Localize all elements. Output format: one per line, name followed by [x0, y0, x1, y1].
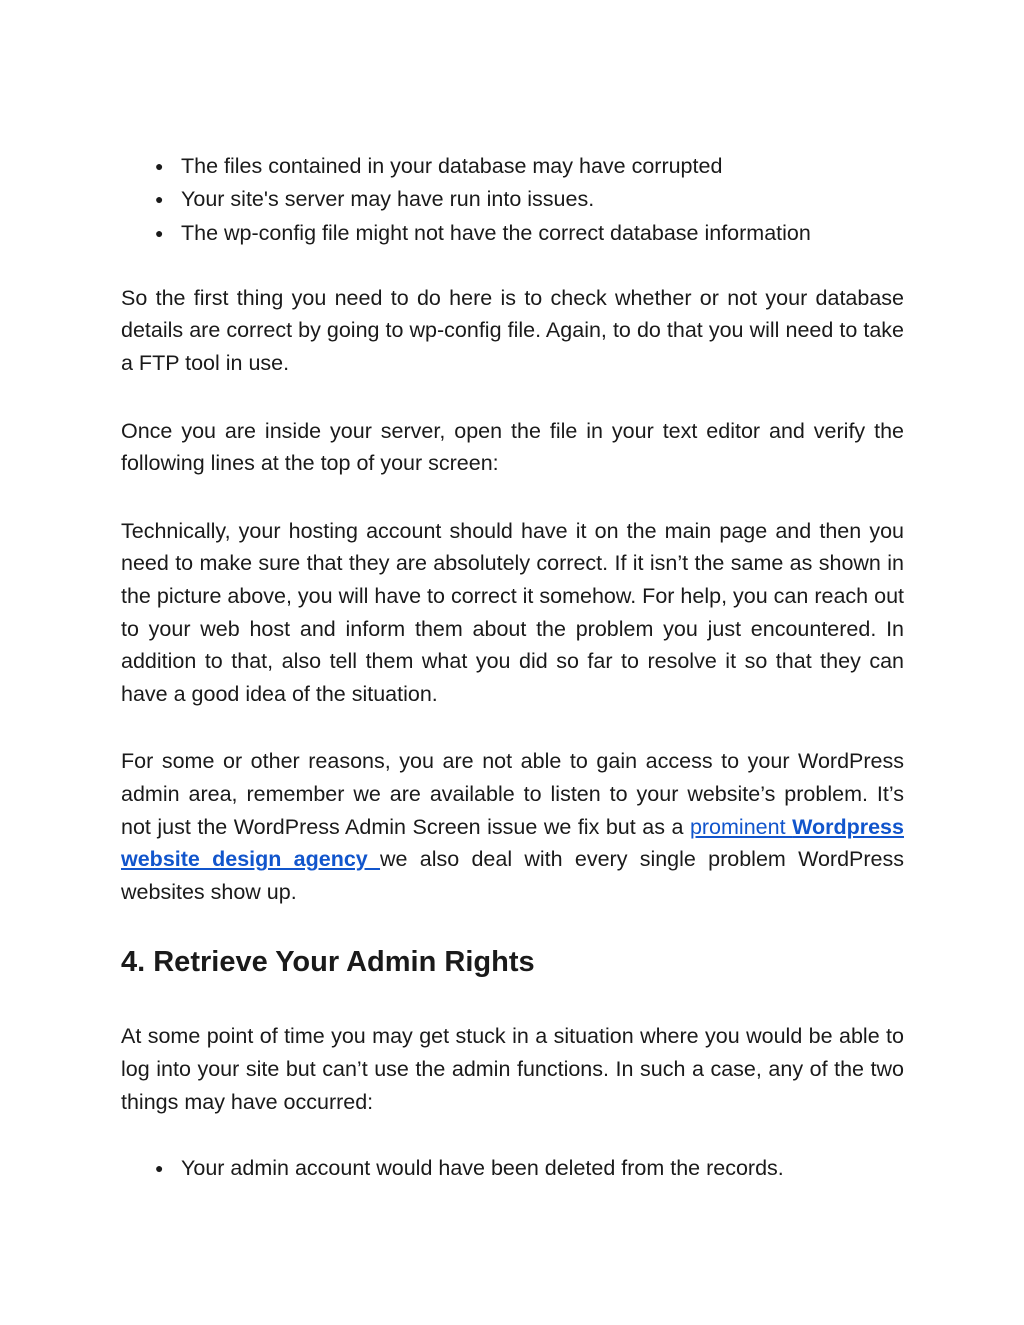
list-item: ● The wp-config file might not have the correct database information [155, 217, 904, 250]
paragraph-stuck-situation: At some point of time you may get stuck in a situation where you would be able to log into your site but can’t use the admin functions. In such a case, any of the two things may have occurred: [121, 1024, 904, 1114]
paragraph-text: For some or other reasons, you are not able to gain access to your WordPress admin area, remember we are available to listen to your website’s problem. It’s not just the WordPress Admin Screen issue we fix but as a [121, 749, 904, 839]
bullet-list-causes [121, 150, 904, 250]
paragraph-hosting-account: Technically, your hosting account should have it on the main page and then you need to make sure that they are absolutely correct. If it isn’t the same as shown in the picture above, you will have to correct it somehow. For help, you can reach out to your web host and inform them about the problem you just encountered. In addition to that, also tell them what you did so far to resolve it so that they can have a good idea of the situation. [121, 518, 904, 706]
agency-link[interactable]: prominent Wordpress website design agency [121, 814, 904, 872]
bullet-icon: ● [155, 191, 164, 208]
document-page [121, 150, 904, 1185]
list-item: ● The files contained in your database may have corrupted [155, 150, 904, 183]
list-item: ● Your admin account would have been deleted from the records. [155, 1152, 904, 1185]
bullet-icon: ● [155, 224, 164, 241]
section-heading: 4. Retrieve Your Admin Rights [121, 946, 535, 979]
paragraph-open-file: Once you are inside your server, open the file in your text editor and verify the following lines at the top of your screen: [121, 418, 904, 476]
paragraph-text: we also deal with every single problem WordPress websites show up. [121, 847, 905, 904]
paragraph-check-database: So the first thing you need to do here is to check whether or not your database details are correct by going to wp-config file. Again, to do that you will need to take a FTP tool in use. [121, 285, 904, 376]
list-item: ● Your site's server may have run into issues. [155, 183, 904, 216]
bullet-list-occurrences [121, 1152, 904, 1185]
paragraph-admin-access [121, 745, 904, 908]
bullet-icon: ● [155, 158, 164, 174]
bullet-icon: ● [155, 1160, 164, 1177]
